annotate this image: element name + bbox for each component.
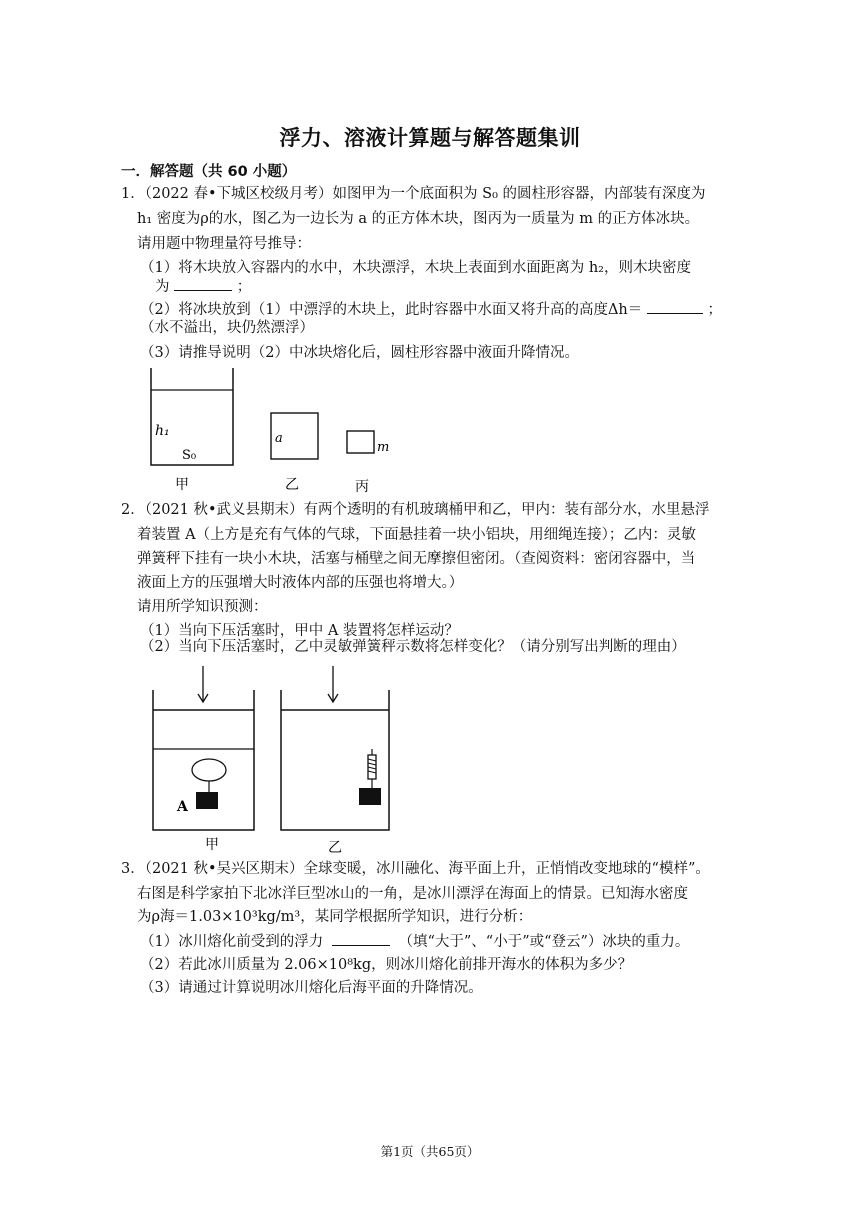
label-A: A	[177, 799, 188, 815]
q3-line-2: 右图是科学家拍下北冰洋巨型冰山的一角，是冰川漂浮在海面上的情景。已知海水密度	[137, 886, 688, 902]
q1-answer-blank-2[interactable]	[647, 299, 703, 314]
q1-line-2: h₁ 密度为ρ的水，图乙为一边长为 a 的正方体木块，图丙为一质量为 m 的正方体冰块。	[137, 211, 700, 227]
q3-line-6: （3）请通过计算说明冰川熔化后海平面的升降情况。	[140, 980, 483, 996]
q1-figure	[140, 362, 410, 494]
wood-block-yi	[271, 413, 318, 459]
q1-line-1: 1．（2022 春•下城区校级月考）如图甲为一个底面积为 S₀ 的圆柱形容器，内部装有深度为	[121, 186, 706, 202]
q1-line-5-suffix: ；	[236, 279, 252, 295]
q1-line-6-suffix: ；	[707, 302, 722, 318]
page-footer: 第1页（共65页）	[380, 1144, 480, 1159]
section-heading: 一．解答题（共 60 小题）	[121, 164, 297, 180]
q2-line-6: （1）当向下压活塞时，甲中 A 装置将怎样运动？	[140, 623, 459, 639]
q1-line-6-prefix: （2）将冰块放到（1）中漂浮的木块上，此时容器中水面又将升高的高度Δh＝	[140, 302, 643, 318]
q1-line-8: （3）请推导说明（2）中冰块熔化后，圆柱形容器中液面升降情况。	[140, 345, 579, 361]
caption-bing: 丙	[355, 479, 369, 494]
caption-jia: 甲	[175, 477, 189, 493]
q1-line-7: （水不溢出，块仍然漂浮）	[140, 320, 314, 336]
balloon	[192, 759, 226, 781]
q1-line-6	[140, 299, 722, 320]
spring-scale	[368, 749, 376, 788]
label-a: a	[275, 431, 283, 446]
q1-answer-blank-1[interactable]	[174, 276, 232, 291]
q2-line-4: 液面上方的压强增大时液体内部的压强也将增大。）	[137, 575, 464, 591]
q2-figure	[145, 660, 415, 856]
q1-line-3: 请用题中物理量符号推导：	[137, 236, 311, 252]
label-h1: h₁	[155, 423, 170, 439]
q1-line-5	[155, 276, 251, 297]
label-s0: S₀	[182, 448, 197, 463]
q3-line-4-prefix: （1）冰川熔化前受到的浮力	[140, 934, 324, 950]
q2-line-3: 弹簧秤下挂有一块小木块，活塞与桶壁之间无摩擦但密闭。（查阅资料：密闭容器中，当	[137, 551, 696, 567]
container-jia	[151, 368, 233, 465]
barrel-yi	[281, 666, 389, 856]
q3-answer-blank-1[interactable]	[332, 931, 390, 946]
wood-block	[359, 788, 381, 805]
q3-line-4	[140, 931, 689, 952]
q1-line-5-prefix: 为	[155, 279, 170, 295]
q1-line-4: （1）将木块放入容器内的水中，木块漂浮，木块上表面到水面距离为 h₂，则木块密度	[140, 260, 691, 276]
q3-line-4-suffix: （填“大于”、“小于”或“登云”）冰块的重力。	[398, 934, 690, 950]
label-m: m	[377, 440, 390, 455]
barrel-jia	[153, 666, 254, 853]
q2-line-5: 请用所学知识预测：	[137, 599, 268, 615]
q3-line-1: 3．（2021 秋•吴兴区期末）全球变暖，冰川融化、海平面上升，正悄悄改变地球的“模样”。	[121, 861, 710, 877]
q2-line-1: 2．（2021 秋•武义县期末）有两个透明的有机玻璃桶甲和乙，甲内：装有部分水，水里悬浮	[121, 502, 710, 518]
ice-block-bing	[347, 431, 389, 455]
caption-jia-2: 甲	[205, 837, 219, 853]
q3-line-3: 为ρ海＝1.03×10³kg/m³，某同学根据所学知识，进行分析：	[137, 909, 533, 925]
q2-line-2: 着装置 A（上方是充有气体的气球，下面悬挂着一块小铝块，用细绳连接）；乙内：灵敏	[137, 527, 696, 543]
q3-line-5: （2）若此冰川质量为 2.06×10⁸kg，则冰川熔化前排开海水的体积为多少？	[140, 957, 633, 973]
page-title: 浮力、溶液计算题与解答题集训	[279, 126, 581, 150]
q2-line-7: （2）当向下压活塞时，乙中灵敏弹簧秤示数将怎样变化？（请分别写出判断的理由）	[140, 639, 686, 655]
caption-yi: 乙	[285, 477, 299, 493]
aluminum-block	[196, 792, 218, 809]
caption-yi-2: 乙	[328, 840, 342, 856]
